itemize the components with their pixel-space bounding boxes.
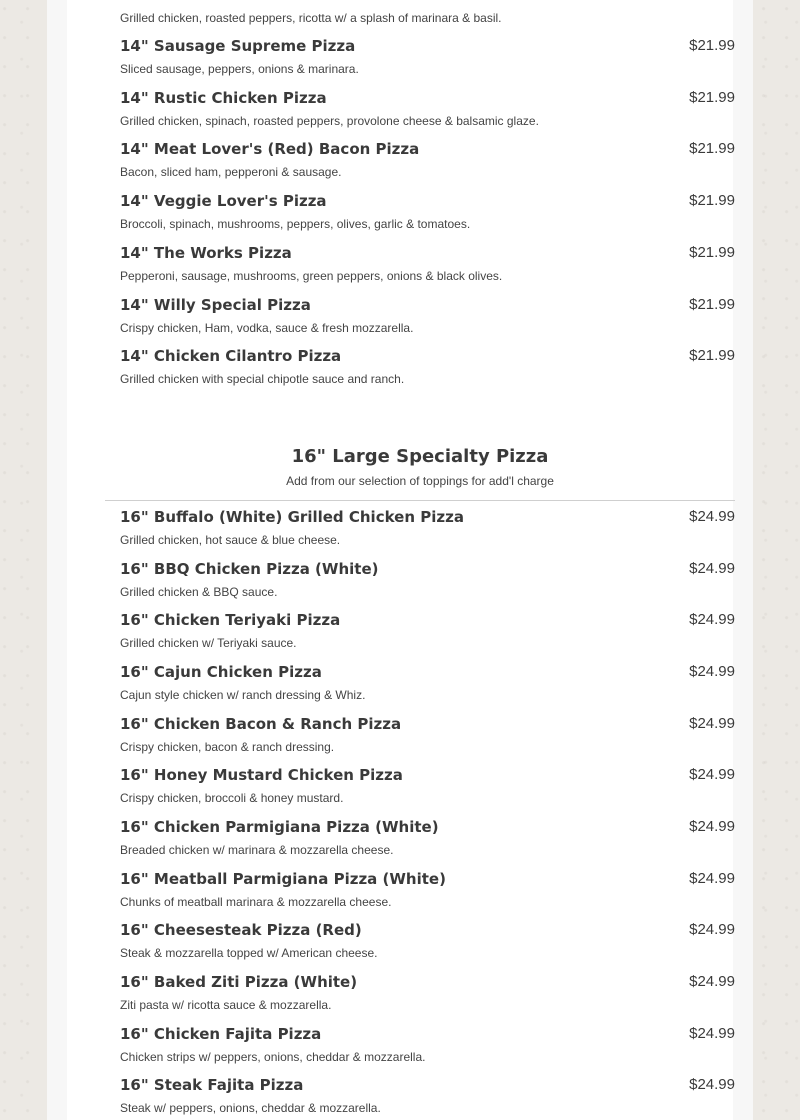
menu-item-price: $24.99	[689, 508, 735, 525]
menu-item-name: 14" Rustic Chicken Pizza	[120, 89, 327, 107]
menu-item-description: Grilled chicken with special chipotle sauce and ranch.	[120, 372, 405, 386]
menu-item	[120, 508, 735, 547]
menu-item	[120, 1025, 735, 1064]
menu-item-name: 14" Sausage Supreme Pizza	[120, 37, 356, 55]
menu-item-price: $21.99	[689, 192, 735, 209]
menu-item-description: Pepperoni, sausage, mushrooms, green peppers, onions & black olives.	[120, 269, 503, 283]
menu-item	[120, 973, 735, 1012]
menu-item-price: $24.99	[689, 1025, 735, 1042]
menu-item-description: Bacon, sliced ham, pepperoni & sausage.	[120, 165, 342, 179]
menu-item-description: Grilled chicken, hot sauce & blue cheese.	[120, 533, 341, 547]
menu-item-description: Sliced sausage, peppers, onions & marinara.	[120, 62, 359, 76]
menu-item-price: $24.99	[689, 870, 735, 887]
menu-item-price: $24.99	[689, 818, 735, 835]
menu-item	[120, 1076, 735, 1115]
menu-item-description: Crispy chicken, broccoli & honey mustard.	[120, 791, 344, 805]
menu-item-name: 14" Willy Special Pizza	[120, 296, 311, 314]
menu-item-name: 16" Chicken Fajita Pizza	[120, 1025, 322, 1043]
menu-item	[120, 611, 735, 650]
menu-item-description: Breaded chicken w/ marinara & mozzarella cheese.	[120, 843, 394, 857]
menu-item-price: $21.99	[689, 244, 735, 261]
menu-item-name: 16" BBQ Chicken Pizza (White)	[120, 560, 379, 578]
menu-item-description: Steak & mozzarella topped w/ American cheese.	[120, 946, 378, 960]
menu-item-description: Grilled chicken, spinach, roasted peppers, provolone cheese & balsamic glaze.	[120, 114, 539, 128]
menu-item-name: 16" Chicken Bacon & Ranch Pizza	[120, 715, 402, 733]
menu-item	[120, 818, 735, 857]
menu-item-description: Ziti pasta w/ ricotta sauce & mozzarella.	[120, 998, 332, 1012]
menu-item-name: 16" Baked Ziti Pizza (White)	[120, 973, 358, 991]
menu-item-name: 14" Chicken Cilantro Pizza	[120, 347, 342, 365]
menu-item-price: $24.99	[689, 766, 735, 783]
menu-item-price: $21.99	[689, 296, 735, 313]
menu-item-name: 16" Honey Mustard Chicken Pizza	[120, 766, 403, 784]
menu-item	[120, 347, 735, 386]
menu-item-description: Steak w/ peppers, onions, cheddar & mozzarella.	[120, 1101, 381, 1115]
menu-item-description: Crispy chicken, Ham, vodka, sauce & fresh mozzarella.	[120, 321, 414, 335]
menu-item	[120, 140, 735, 179]
section-subtitle: Add from our selection of toppings for add'l charge	[286, 474, 554, 488]
menu-item	[120, 89, 735, 128]
menu-panel	[67, 0, 733, 1120]
menu-item	[120, 663, 735, 702]
top-item-description: Grilled chicken, roasted peppers, ricotta w/ a splash of marinara & basil.	[120, 11, 502, 25]
menu-item	[120, 715, 735, 754]
menu-item-description: Grilled chicken w/ Teriyaki sauce.	[120, 636, 297, 650]
menu-item-description: Chicken strips w/ peppers, onions, cheddar & mozzarella.	[120, 1050, 426, 1064]
menu-item-price: $21.99	[689, 89, 735, 106]
menu-item	[120, 192, 735, 231]
menu-item-name: 14" The Works Pizza	[120, 244, 292, 262]
menu-item-name: 16" Chicken Teriyaki Pizza	[120, 611, 341, 629]
menu-item-name: 16" Meatball Parmigiana Pizza (White)	[120, 870, 446, 888]
menu-item	[120, 870, 735, 909]
menu-item	[120, 921, 735, 960]
menu-item-price: $24.99	[689, 611, 735, 628]
menu-item	[120, 244, 735, 283]
menu-item-name: 16" Cheesesteak Pizza (Red)	[120, 921, 362, 939]
menu-item-name: 16" Steak Fajita Pizza	[120, 1076, 304, 1094]
menu-item-description: Broccoli, spinach, mushrooms, peppers, olives, garlic & tomatoes.	[120, 217, 471, 231]
menu-item-price: $24.99	[689, 1076, 735, 1093]
menu-item	[120, 560, 735, 599]
page-background	[47, 0, 753, 1120]
menu-item-name: 16" Cajun Chicken Pizza	[120, 663, 322, 681]
menu-item-description: Crispy chicken, bacon & ranch dressing.	[120, 740, 335, 754]
menu-item-price: $24.99	[689, 715, 735, 732]
menu-item-price: $21.99	[689, 347, 735, 364]
menu-item-price: $24.99	[689, 973, 735, 990]
menu-item-description: Chunks of meatball marinara & mozzarella cheese.	[120, 895, 392, 909]
menu-item-name: 14" Veggie Lover's Pizza	[120, 192, 327, 210]
menu-item-description: Grilled chicken & BBQ sauce.	[120, 585, 278, 599]
menu-item-price: $21.99	[689, 37, 735, 54]
menu-item	[120, 766, 735, 805]
menu-item-price: $24.99	[689, 921, 735, 938]
menu-item	[120, 37, 735, 76]
section-title: 16" Large Specialty Pizza	[291, 446, 549, 467]
section-divider	[105, 500, 735, 501]
menu-item-name: 16" Buffalo (White) Grilled Chicken Pizza	[120, 508, 464, 526]
menu-item	[120, 296, 735, 335]
menu-item-name: 14" Meat Lover's (Red) Bacon Pizza	[120, 140, 420, 158]
menu-item-price: $24.99	[689, 663, 735, 680]
menu-item-description: Cajun style chicken w/ ranch dressing & Whiz.	[120, 688, 366, 702]
menu-item-price: $24.99	[689, 560, 735, 577]
menu-item-name: 16" Chicken Parmigiana Pizza (White)	[120, 818, 439, 836]
menu-item-price: $21.99	[689, 140, 735, 157]
